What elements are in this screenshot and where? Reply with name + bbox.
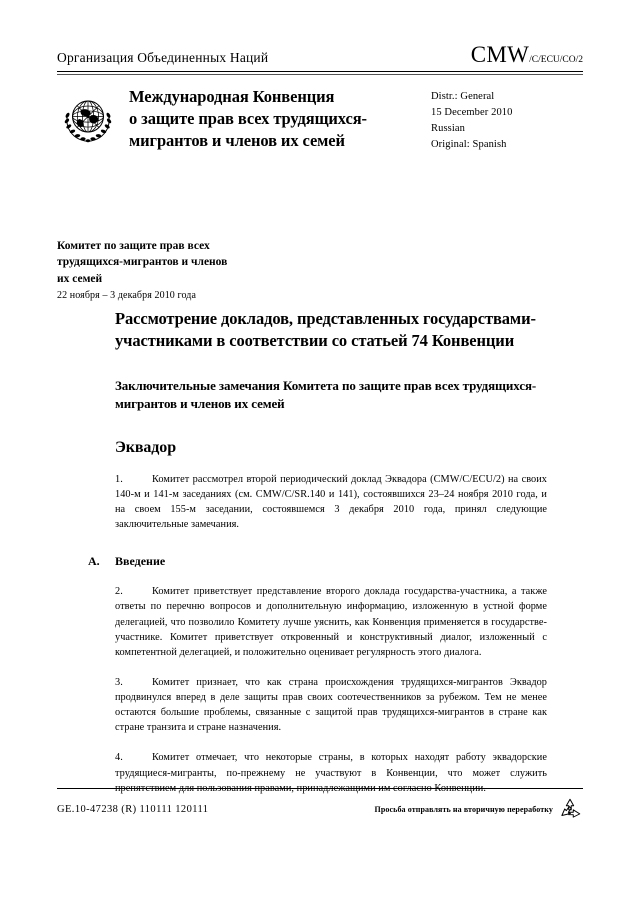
distribution-original: Original: Spanish	[431, 138, 507, 150]
paragraph-1-text: Комитет рассмотрел второй периодический доклад Эквадора (CMW/C/ECU/2) на своих 140-м и 141-м заседаниях (см. CMW/C/SR.140 и 141), состоявшихся 23–24 ноября 2010 года, и на своем 155-м заседании, состоявшемся 3 декабря 2010 года, принял следующие заключительные замечания.	[115, 473, 547, 531]
paragraph-1-number: 1.	[115, 473, 123, 485]
committee-name-line-2: трудящихся-мигрантов и членов	[57, 256, 228, 269]
recycle-notice-text: Просьба отправлять на вторичную переработку	[374, 804, 553, 814]
page-title: Рассмотрение докладов, представленных государствами-участниками в соответствии со статьей 74 Конвенции	[115, 309, 536, 351]
footer-content	[57, 789, 583, 822]
page-subtitle: Заключительные замечания Комитета по защите прав всех трудящихся-мигрантов и членов их семей	[115, 377, 537, 411]
paragraph-1	[115, 472, 547, 533]
section-a-letter: A.	[88, 554, 100, 569]
paragraph-2-text: Комитет приветствует представление второго доклада государства-участника, а также ответы по перечню вопросов и дополнительную информацию, изложенную в устной форме делегацией, что позволило Комитету лучше уяснить, как Конвенция применяется в государстве-участнике. Комитет приветствует откровенный и конструктивный диалог, изложенный с компетентной делегацией, и положительно оценивает регулярность этого диалога.	[115, 586, 547, 658]
paragraph-4-number: 4.	[115, 752, 123, 764]
masthead	[57, 42, 583, 153]
convention-title-line-3: мигрантов и членов их семей	[129, 131, 345, 151]
section-a-title: Введение	[115, 554, 166, 569]
organization-name: Организация Объединенных Наций	[57, 50, 269, 65]
distribution-type: Distr.: General	[431, 91, 495, 102]
paragraph-2-number: 2.	[115, 586, 123, 598]
convention-title-row	[57, 86, 583, 153]
session-dates: 22 ноября – 3 декабря 2010 года	[57, 289, 196, 301]
un-emblem	[57, 88, 119, 150]
document-body	[88, 308, 547, 796]
committee-block	[57, 238, 357, 303]
distribution-language: Russian	[431, 122, 465, 134]
convention-title-line-2: о защите прав всех трудящихся-	[129, 109, 367, 129]
paragraph-3-number: 3.	[115, 676, 123, 688]
document-code: GE.10-47238 (R) 110111 120111	[57, 803, 209, 815]
masthead-rule	[57, 71, 583, 72]
paragraph-3-text: Комитет признает, что как страна происхождения трудящихся-мигрантов Эквадор продвинулся вперед в деле защиты прав своих соотечественников за рубежом. Тем не менее остаются большие проблемы, связанные с защитой прав трудящихся-мигрантов в стране как стране транзита и стране назначения.	[115, 676, 547, 734]
distribution-block	[431, 86, 583, 153]
committee-name-line-1: Комитет по защите прав всех	[57, 240, 210, 252]
document-symbol-suffix: /C/ECU/CO/2	[529, 55, 583, 65]
paragraph-2	[115, 584, 547, 660]
paragraph-4-text: Комитет отмечает, что некоторые страны, в которых находят работу эквадорские трудящиеся-мигранты, по-прежнему не участвуют в Конвенции, что может служить препятствием для пользования правами, принадлежащими им согласно Конвенции.	[115, 752, 547, 794]
country-heading: Эквадор	[115, 438, 177, 456]
organization-line	[57, 42, 583, 71]
recycle-notice	[375, 796, 584, 822]
masthead-rule-secondary	[57, 74, 583, 75]
page-footer	[57, 788, 583, 822]
distribution-date: 15 December 2010	[431, 106, 513, 118]
recycle-icon	[557, 796, 583, 822]
committee-name-line-3: их семей	[57, 272, 103, 285]
convention-title	[119, 86, 431, 152]
document-symbol-main: CMW	[470, 42, 530, 67]
paragraph-3	[115, 675, 547, 736]
section-heading-a	[88, 554, 547, 569]
document-symbol	[471, 42, 583, 68]
convention-title-line-1: Международная Конвенция	[129, 87, 335, 106]
